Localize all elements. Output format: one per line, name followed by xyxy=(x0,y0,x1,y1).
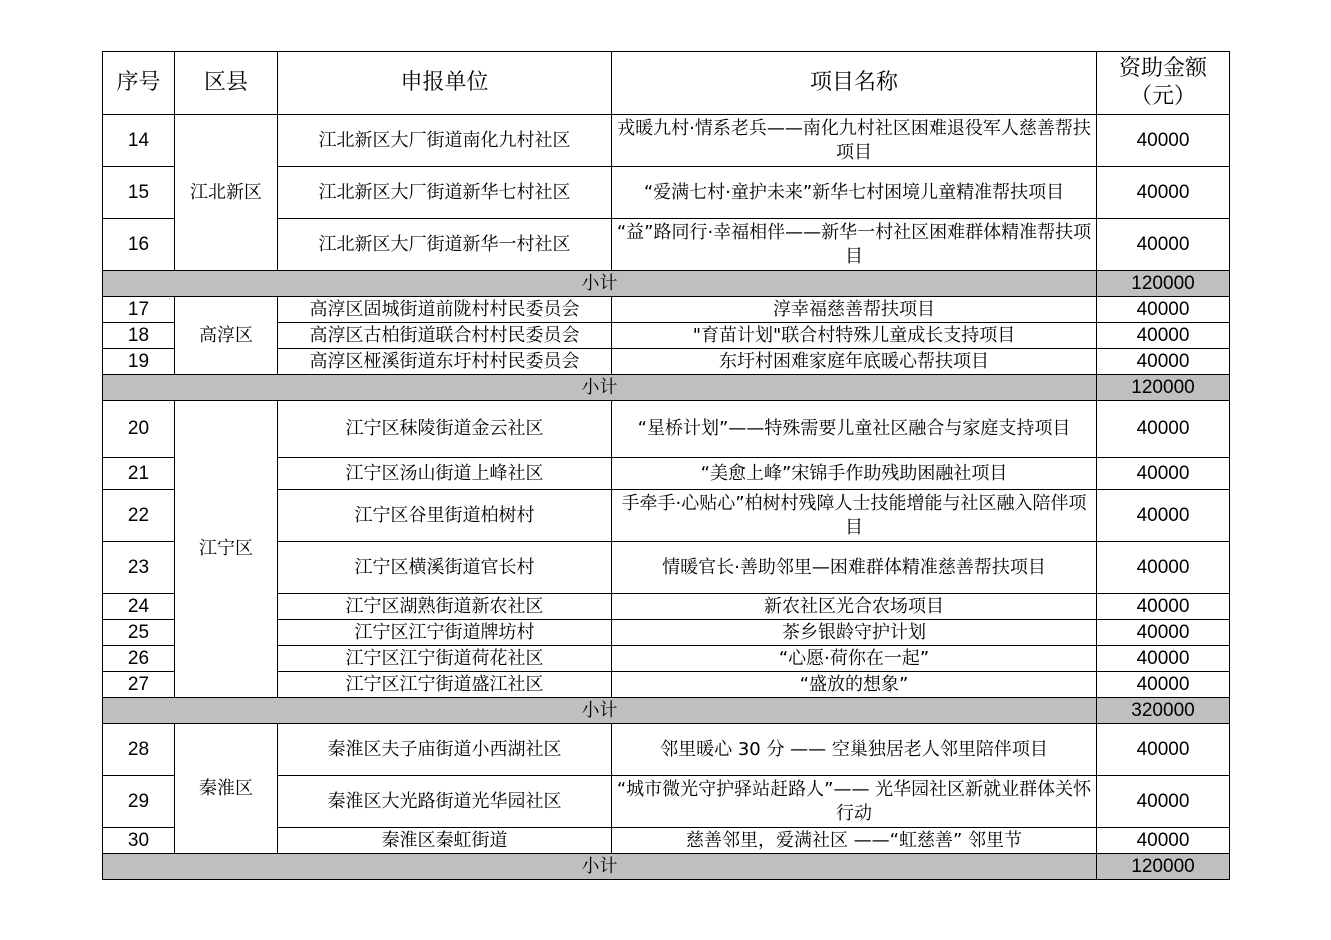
cell-project: “城市微光守护驿站赶路人”—— 光华园社区新就业群体关怀行动 xyxy=(612,776,1097,828)
cell-unit: 江宁区秣陵街道金云社区 xyxy=(278,401,612,458)
cell-seq: 16 xyxy=(103,219,175,271)
cell-seq: 23 xyxy=(103,542,175,594)
subtotal-label: 小计 xyxy=(103,854,1097,880)
subtotal-label: 小计 xyxy=(103,271,1097,297)
subtotal-amount: 120000 xyxy=(1097,271,1230,297)
cell-district: 江北新区 xyxy=(175,115,278,271)
cell-unit: 江宁区汤山街道上峰社区 xyxy=(278,458,612,490)
cell-district: 秦淮区 xyxy=(175,724,278,854)
subtotal-amount: 120000 xyxy=(1097,375,1230,401)
cell-project: 情暖官长·善助邻里—困难群体精准慈善帮扶项目 xyxy=(612,542,1097,594)
cell-amount: 40000 xyxy=(1097,646,1230,672)
cell-amount: 40000 xyxy=(1097,401,1230,458)
subtotal-row xyxy=(103,375,1230,401)
header-row xyxy=(103,52,1230,115)
header-amount-line2: （元） xyxy=(1129,84,1196,109)
cell-project: 邻里暖心 30 分 —— 空巢独居老人邻里陪伴项目 xyxy=(612,724,1097,776)
cell-amount: 40000 xyxy=(1097,297,1230,323)
cell-project: “星桥计划”——特殊需要儿童社区融合与家庭支持项目 xyxy=(612,401,1097,458)
cell-project: “爱满七村·童护未来”新华七村困境儿童精准帮扶项目 xyxy=(612,167,1097,219)
cell-amount: 40000 xyxy=(1097,828,1230,854)
table-row xyxy=(103,297,1230,323)
cell-amount: 40000 xyxy=(1097,115,1230,167)
subtotal-row xyxy=(103,698,1230,724)
cell-seq: 14 xyxy=(103,115,175,167)
cell-project: 慈善邻里，爱满社区 ——“虹慈善” 邻里节 xyxy=(612,828,1097,854)
cell-unit: 江北新区大厂街道南化九村社区 xyxy=(278,115,612,167)
cell-unit: 秦淮区秦虹街道 xyxy=(278,828,612,854)
header-amount-line1: 资助金额 xyxy=(1118,56,1207,81)
header-district: 区县 xyxy=(175,52,278,115)
header-project: 项目名称 xyxy=(612,52,1097,115)
cell-amount: 40000 xyxy=(1097,620,1230,646)
subtotal-label: 小计 xyxy=(103,698,1097,724)
cell-amount: 40000 xyxy=(1097,490,1230,542)
cell-seq: 28 xyxy=(103,724,175,776)
subtotal-amount: 320000 xyxy=(1097,698,1230,724)
cell-seq: 15 xyxy=(103,167,175,219)
cell-amount: 40000 xyxy=(1097,724,1230,776)
cell-district: 江宁区 xyxy=(175,401,278,698)
cell-amount: 40000 xyxy=(1097,542,1230,594)
cell-seq: 18 xyxy=(103,323,175,349)
cell-district: 高淳区 xyxy=(175,297,278,375)
cell-unit: 江宁区湖熟街道新农社区 xyxy=(278,594,612,620)
cell-seq: 27 xyxy=(103,672,175,698)
subtotal-row xyxy=(103,271,1230,297)
cell-project: "育苗计划"联合村特殊儿童成长支持项目 xyxy=(612,323,1097,349)
cell-project: “盛放的想象” xyxy=(612,672,1097,698)
table-row xyxy=(103,115,1230,167)
cell-amount: 40000 xyxy=(1097,219,1230,271)
cell-project: “益”路同行·幸福相伴——新华一村社区困难群体精准帮扶项目 xyxy=(612,219,1097,271)
cell-amount: 40000 xyxy=(1097,167,1230,219)
cell-unit: 高淳区桠溪街道东圩村村民委员会 xyxy=(278,349,612,375)
grant-table xyxy=(102,51,1230,880)
cell-unit: 江宁区江宁街道盛江社区 xyxy=(278,672,612,698)
cell-unit: 秦淮区夫子庙街道小西湖社区 xyxy=(278,724,612,776)
subtotal-amount: 120000 xyxy=(1097,854,1230,880)
cell-seq: 17 xyxy=(103,297,175,323)
cell-unit: 秦淮区大光路街道光华园社区 xyxy=(278,776,612,828)
cell-project: 新农社区光合农场项目 xyxy=(612,594,1097,620)
cell-project: 淳幸福慈善帮扶项目 xyxy=(612,297,1097,323)
cell-seq: 19 xyxy=(103,349,175,375)
cell-unit: 江北新区大厂街道新华七村社区 xyxy=(278,167,612,219)
cell-project: 手牵手·心贴心”柏树村残障人士技能增能与社区融入陪伴项目 xyxy=(612,490,1097,542)
header-amount xyxy=(1097,52,1230,115)
cell-unit: 江宁区横溪街道官长村 xyxy=(278,542,612,594)
table-row xyxy=(103,724,1230,776)
cell-seq: 21 xyxy=(103,458,175,490)
cell-unit: 高淳区古柏街道联合村村民委员会 xyxy=(278,323,612,349)
cell-seq: 25 xyxy=(103,620,175,646)
subtotal-label: 小计 xyxy=(103,375,1097,401)
cell-project: 东圩村困难家庭年底暖心帮扶项目 xyxy=(612,349,1097,375)
table-row xyxy=(103,401,1230,458)
cell-amount: 40000 xyxy=(1097,594,1230,620)
subtotal-row xyxy=(103,854,1230,880)
cell-project: “美愈上峰”宋锦手作助残助困融社项目 xyxy=(612,458,1097,490)
cell-seq: 20 xyxy=(103,401,175,458)
cell-unit: 江宁区江宁街道荷花社区 xyxy=(278,646,612,672)
cell-unit: 江北新区大厂街道新华一村社区 xyxy=(278,219,612,271)
header-unit: 申报单位 xyxy=(278,52,612,115)
cell-project: 戎暖九村·情系老兵——南化九村社区困难退役军人慈善帮扶项目 xyxy=(612,115,1097,167)
cell-unit: 江宁区谷里街道柏树村 xyxy=(278,490,612,542)
cell-seq: 26 xyxy=(103,646,175,672)
cell-seq: 29 xyxy=(103,776,175,828)
cell-amount: 40000 xyxy=(1097,672,1230,698)
cell-amount: 40000 xyxy=(1097,776,1230,828)
cell-project: “心愿·荷你在一起” xyxy=(612,646,1097,672)
cell-amount: 40000 xyxy=(1097,349,1230,375)
cell-amount: 40000 xyxy=(1097,323,1230,349)
cell-seq: 22 xyxy=(103,490,175,542)
cell-seq: 24 xyxy=(103,594,175,620)
cell-unit: 江宁区江宁街道牌坊村 xyxy=(278,620,612,646)
cell-unit: 高淳区固城街道前陇村村民委员会 xyxy=(278,297,612,323)
cell-seq: 30 xyxy=(103,828,175,854)
cell-amount: 40000 xyxy=(1097,458,1230,490)
cell-project: 茶乡银龄守护计划 xyxy=(612,620,1097,646)
header-seq: 序号 xyxy=(103,52,175,115)
